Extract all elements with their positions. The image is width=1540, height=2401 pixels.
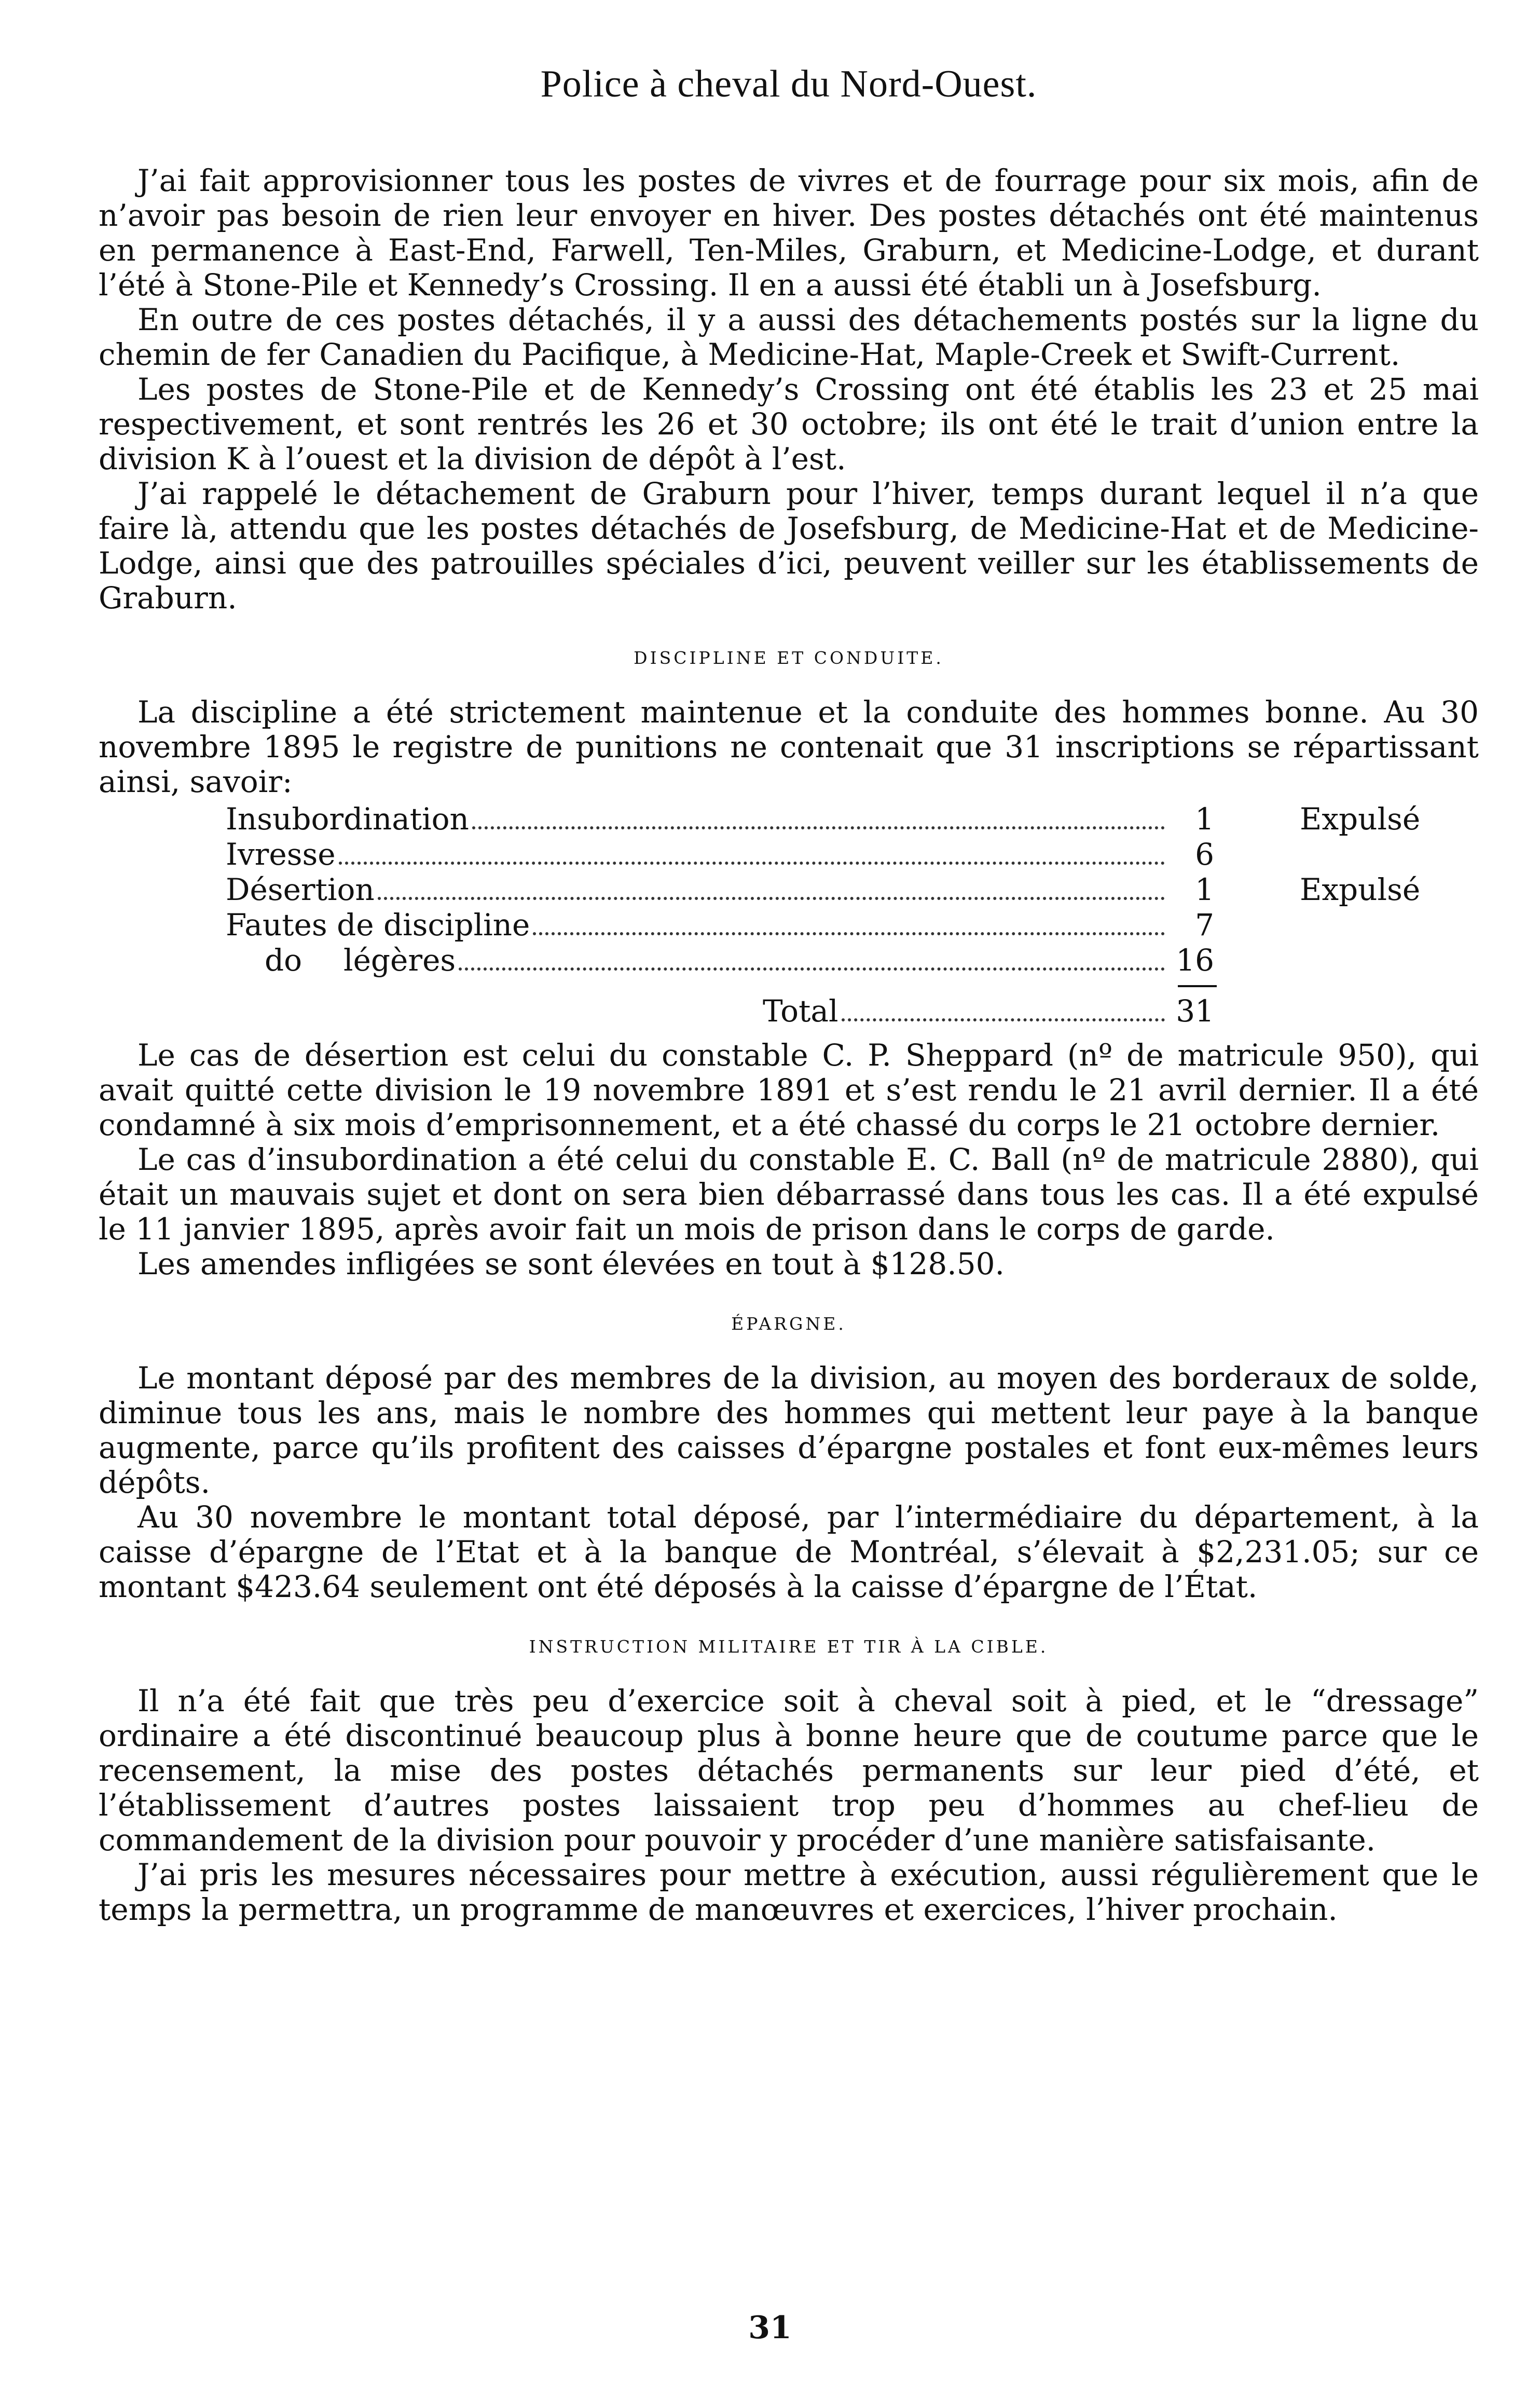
offense-count: 7 xyxy=(1195,907,1214,943)
paragraph: J’ai pris les mesures nécessaires pour mettre à exécution, aussi régulièrement que le temps la permettra, un programme de manœuvres et exercices, l’hiver prochain. xyxy=(99,1857,1479,1927)
dot-leader xyxy=(378,897,1165,900)
paragraph: En outre de ces postes détachés, il y a aussi des détachements postés sur la ligne du chemin de fer Canadien du Pacifique, à Medicine-Hat, Maple-Creek et Swift-Current. xyxy=(99,302,1479,372)
paragraph: Au 30 novembre le montant total déposé, par l’intermédiaire du département, à la caisse d’épargne de l’Etat et à la banque de Montréal, s’élevait à $2,231.05; sur ce montant $423.64 seulement ont été déposés à la caisse d’épargne de l’État. xyxy=(99,1499,1479,1604)
offense-count: 1 xyxy=(1195,801,1214,837)
paragraph: Il n’a été fait que très peu d’exercice soit à cheval soit à pied, et le “dressage” ordinaire a été discontinué beaucoup plus à bonne heure que de coutume parce que le recensement, la mise des postes détachés permanents sur leur pied d’été, et l’établissement d’autres postes laissaient trop peu d’hommes au chef-lieu de commandement de la division pour pouvoir y procéder d’une manière satisfaisante. xyxy=(99,1683,1479,1858)
offense-row xyxy=(99,943,1479,978)
running-head: Police à cheval du Nord-Ouest. xyxy=(540,63,1037,105)
paragraph: J’ai fait approvisionner tous les postes de vivres et de fourrage pour six mois, afin de n’avoir pas besoin de rien leur envoyer en hiver. Des postes détachés ont été maintenus en permanence à East-End, Farwell, Ten-Miles, Graburn, et Medicine-Lodge, et durant l’été à Stone-Pile et Kennedy’s Crossing. Il en a aussi été établi un à Josefsburg. xyxy=(99,163,1479,303)
total-label: Total xyxy=(763,993,838,1029)
ditto-mark: do xyxy=(265,943,302,978)
offense-label: Ivresse xyxy=(226,837,336,872)
offense-row xyxy=(99,801,1479,837)
offense-label: Insubordination xyxy=(226,801,469,837)
paragraph: Le montant déposé par des membres de la division, au moyen des borderaux de solde, diminue tous les ans, mais le nombre des hommes qui mettent leur paye à la banque augmente, parce qu’ils profitent des caisses d’épargne postales et font eux-mêmes leurs dépôts. xyxy=(99,1360,1479,1500)
offense-label: Désertion xyxy=(226,872,375,907)
offense-row xyxy=(99,907,1479,943)
paragraph: J’ai rappelé le détachement de Graburn pour l’hiver, temps durant lequel il n’a que faire là, attendu que les postes détachés de Josefsburg, de Medicine-Hat et de Medicine-Lodge, ainsi que des patrouilles spéciales d’ici, peuvent veiller sur les établissements de Graburn. xyxy=(99,476,1479,616)
offense-label: Fautes de discipline xyxy=(226,907,530,943)
dot-leader xyxy=(533,932,1165,935)
offense-table xyxy=(99,801,1479,1029)
offense-count: 1 xyxy=(1195,872,1214,907)
section-heading-discipline: DISCIPLINE ET CONDUITE. xyxy=(634,648,944,668)
page-number: 31 xyxy=(748,2310,792,2346)
sum-rule xyxy=(99,978,1479,993)
offense-label: légères xyxy=(343,943,456,978)
dot-leader xyxy=(472,826,1165,829)
paragraph: Les postes de Stone-Pile et de Kennedy’s Crossing ont été établis les 23 et 25 mai respectivement, et sont rentrés les 26 et 30 octobre; ils ont été le trait d’union entre la division K à l’ouest et la division de dépôt à l’est. xyxy=(99,372,1479,476)
offense-note: Expulsé xyxy=(1300,801,1421,837)
paragraph: Le cas d’insubordination a été celui du constable E. C. Ball (nº de matricule 2880), qui était un mauvais sujet et dont on sera bien débarrassé dans tous les cas. Il a été expulsé le 11 janvier 1895, après avoir fait un mois de prison dans le corps de garde. xyxy=(99,1142,1479,1247)
total-row xyxy=(99,993,1479,1029)
offense-count: 6 xyxy=(1195,837,1214,872)
paragraph: La discipline a été strictement maintenue et la conduite des hommes bonne. Au 30 novembre 1895 le registre de punitions ne contenait que 31 inscriptions se répartissant ainsi, savoir: xyxy=(99,694,1479,799)
offense-row xyxy=(99,872,1479,907)
offense-count: 16 xyxy=(1176,943,1214,978)
section-heading-epargne: ÉPARGNE. xyxy=(731,1314,846,1334)
dot-leader xyxy=(459,967,1165,971)
paragraph: Le cas de désertion est celui du constable C. P. Sheppard (nº de matricule 950), qui avait quitté cette division le 19 novembre 1891 et s’est rendu le 21 avril dernier. Il a été condamné à six mois d’emprisonnement, et a été chassé du corps le 21 octobre dernier. xyxy=(99,1038,1479,1142)
offense-row xyxy=(99,837,1479,872)
document-page xyxy=(99,62,1479,1927)
dot-leader xyxy=(339,862,1165,865)
section-heading-instruction: INSTRUCTION MILITAIRE ET TIR À LA CIBLE. xyxy=(529,1636,1049,1657)
paragraph: Les amendes infligées se sont élevées en tout à $128.50. xyxy=(138,1246,1005,1281)
offense-note: Expulsé xyxy=(1300,872,1421,907)
dot-leader xyxy=(842,1018,1165,1021)
total-value: 31 xyxy=(1176,993,1214,1029)
